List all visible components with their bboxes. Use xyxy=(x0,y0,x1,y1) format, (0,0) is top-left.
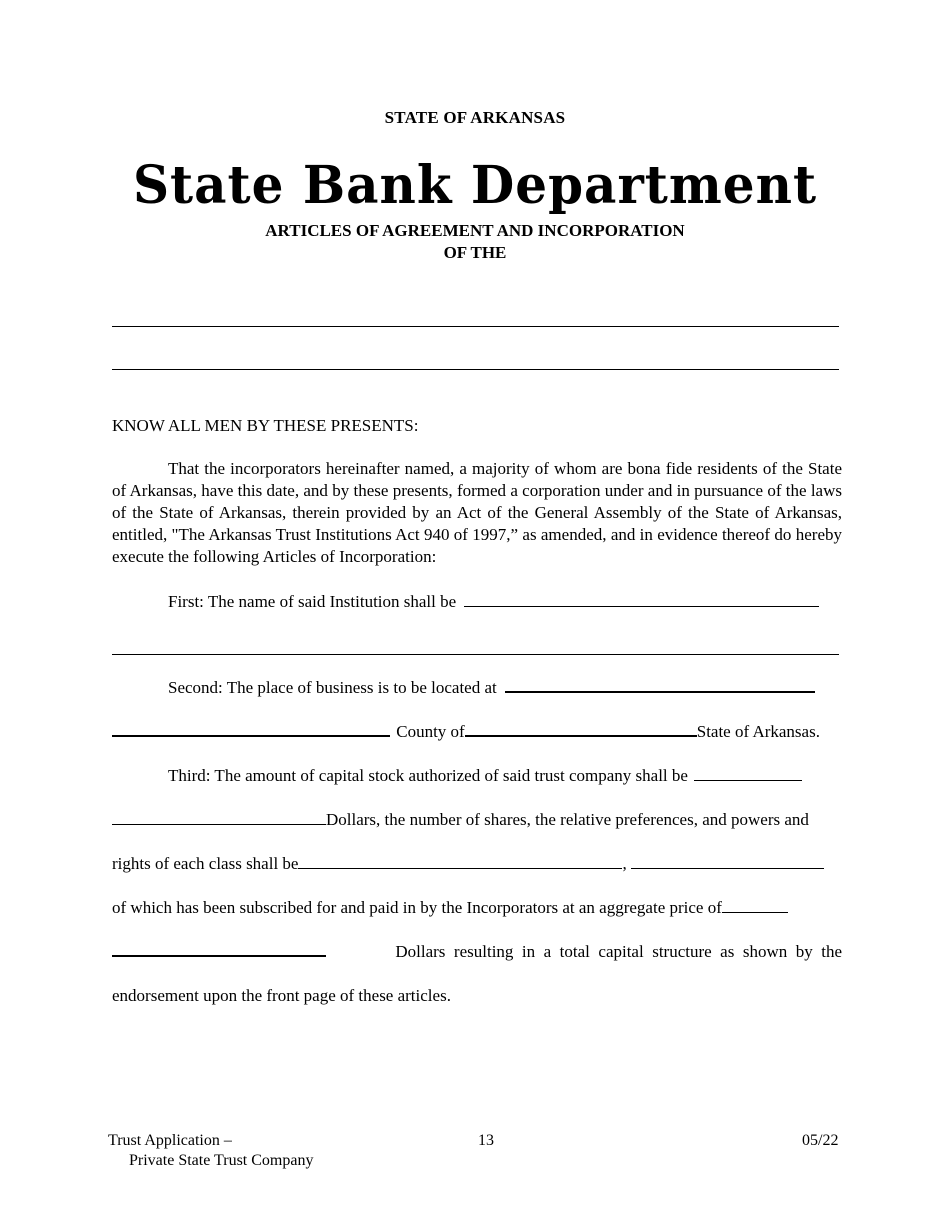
endorsement-text: endorsement upon the front page of these articles. xyxy=(112,986,451,1005)
aggregate-price-field[interactable] xyxy=(722,898,788,913)
second-article-label: Second: The place of business is to be located at xyxy=(168,678,497,697)
second-article xyxy=(168,677,815,699)
rights-row xyxy=(112,853,824,875)
rights-label: rights of each class shall be xyxy=(112,854,299,873)
state-heading: STATE OF ARKANSAS xyxy=(384,108,566,127)
aggregate-price-words-field[interactable] xyxy=(112,941,326,957)
state-of-arkansas-label: State of Arkansas. xyxy=(696,722,820,741)
first-article xyxy=(168,591,819,613)
city-field[interactable] xyxy=(112,721,390,737)
footer-application-type: Trust Application – xyxy=(108,1132,232,1149)
capital-stock-words-field[interactable] xyxy=(112,810,326,825)
footer-left xyxy=(108,1131,313,1171)
third-article xyxy=(168,765,802,787)
dollars-row-2 xyxy=(112,941,842,963)
intro-paragraph: That the incorporators hereinafter named, a majority of whom are bona fide residents of the State of Arkansas, have this date, and by these presents, formed a corporation under and in pursuance of the laws of the State of Arkansas, therein provided by an Act of the General Assembly of the State of Arkansas, entitled, "The Arkansas Trust Institutions Act 940 of 1997,” as amended, and in evidence thereof do hereby execute the following Articles of Incorporation: xyxy=(112,459,842,566)
subscribed-text: of which has been subscribed for and paid in by the Incorporators at an aggregate price of xyxy=(112,898,722,917)
institution-name-continuation-line[interactable] xyxy=(112,654,839,655)
corporation-name-line-2[interactable] xyxy=(112,369,839,370)
capital-stock-amount-field[interactable] xyxy=(694,766,802,781)
articles-heading-line1: ARTICLES OF AGREEMENT AND INCORPORATION xyxy=(265,221,685,240)
articles-heading xyxy=(0,220,950,264)
subscribed-row xyxy=(112,897,788,919)
institution-name-field[interactable] xyxy=(464,592,819,607)
footer-company-type: Private State Trust Company xyxy=(129,1152,314,1169)
page-number: 13 xyxy=(478,1132,494,1149)
know-all-men: KNOW ALL MEN BY THESE PRESENTS: xyxy=(112,416,419,435)
rights-comma: , xyxy=(622,854,627,873)
county-field[interactable] xyxy=(465,721,697,737)
corporation-name-line-1[interactable] xyxy=(112,326,839,327)
total-capital-text: Dollars resulting in a total capital structure as shown by the xyxy=(395,942,842,961)
third-article-label: Third: The amount of capital stock authorized of said trust company shall be xyxy=(168,766,688,785)
dollars-row-1 xyxy=(112,809,809,831)
articles-heading-line2: OF THE xyxy=(443,243,507,262)
footer-date: 05/22 xyxy=(802,1132,839,1149)
dollars-shares-text: Dollars, the number of shares, the relative preferences, and powers and xyxy=(326,810,809,829)
department-title: State Bank Department xyxy=(132,153,818,216)
place-of-business-field[interactable] xyxy=(505,677,815,693)
rights-field-1[interactable] xyxy=(298,854,622,869)
first-article-label: First: The name of said Institution shall be xyxy=(168,592,457,611)
rights-field-2[interactable] xyxy=(631,854,824,869)
county-row xyxy=(112,721,820,743)
county-of-label: County of xyxy=(396,722,465,741)
